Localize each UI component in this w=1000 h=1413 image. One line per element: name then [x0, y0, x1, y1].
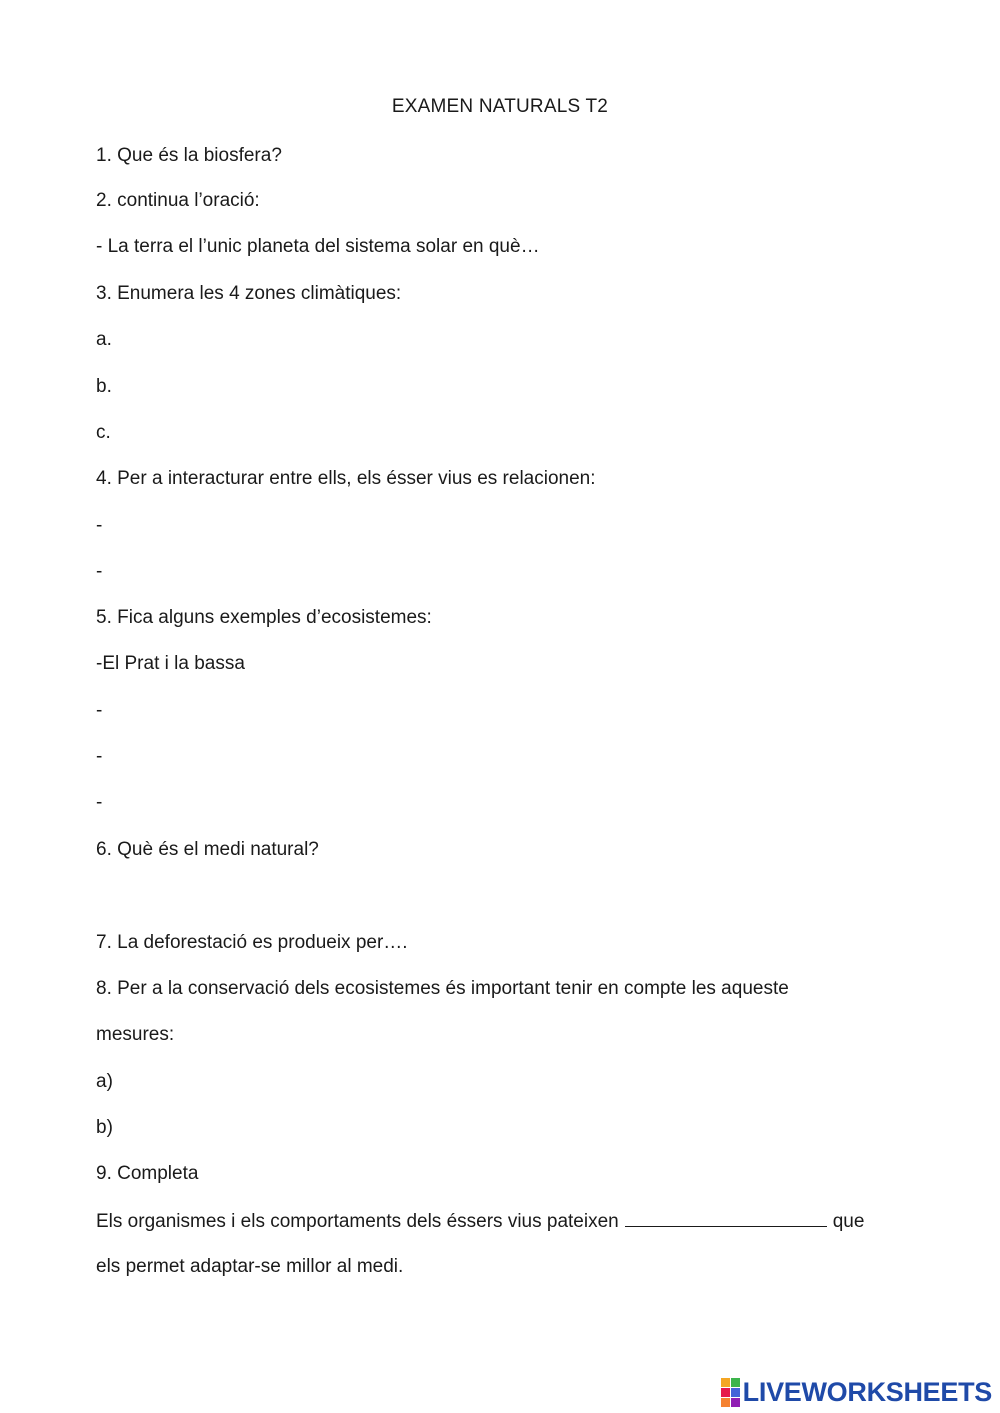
- answer-slot-8a: a): [96, 1071, 113, 1092]
- question-1: 1. Que és la biosfera?: [96, 145, 282, 166]
- logo-square: [731, 1378, 740, 1387]
- logo-square: [721, 1378, 730, 1387]
- answer-slot-3a: a.: [96, 329, 112, 350]
- answer-slot-8b: b): [96, 1117, 113, 1138]
- question-4: 4. Per a interacturar entre ells, els ésser vius es relacionen:: [96, 468, 596, 489]
- question-9-sentence-line2: els permet adaptar-se millor al medi.: [96, 1256, 404, 1277]
- logo-wordmark: LIVEWORKSHEETS: [742, 1376, 992, 1407]
- answer-slot-4-1: -: [96, 515, 103, 536]
- answer-slot-5-3: -: [96, 792, 103, 813]
- answer-slot-3b: b.: [96, 376, 112, 397]
- question-6: 6. Què és el medi natural?: [96, 839, 319, 860]
- question-7: 7. La deforestació es produeix per….: [96, 932, 408, 953]
- logo-square: [721, 1388, 730, 1397]
- question-3: 3. Enumera les 4 zones climàtiques:: [96, 283, 402, 304]
- answer-slot-4-2: -: [96, 561, 103, 582]
- answer-slot-5-2: -: [96, 746, 103, 767]
- question-9-sentence: [96, 1210, 864, 1233]
- question-9-sentence-end: que: [832, 1211, 865, 1232]
- logo-square: [721, 1398, 730, 1407]
- fill-in-blank[interactable]: [625, 1210, 827, 1227]
- question-5: 5. Fica alguns exemples d’ecosistemes:: [96, 607, 432, 628]
- example-5-given: -El Prat i la bassa: [96, 653, 245, 674]
- answer-slot-3c: c.: [96, 422, 111, 443]
- logo-square: [731, 1388, 740, 1397]
- question-9-sentence-start: Els organismes i els comportaments dels éssers vius pateixen: [96, 1211, 619, 1232]
- liveworksheets-mark-icon: [721, 1378, 740, 1407]
- answer-slot-5-1: -: [96, 700, 103, 721]
- logo-square: [731, 1398, 740, 1407]
- liveworksheets-logo: [721, 1377, 992, 1407]
- exam-title: EXAMEN NATURALS T2: [391, 96, 609, 117]
- question-9: 9. Completa: [96, 1163, 199, 1184]
- question-2-prompt: - La terra el l’unic planeta del sistema solar en què…: [96, 236, 540, 257]
- question-2: 2. continua l’oració:: [96, 190, 260, 211]
- question-8-continued: mesures:: [96, 1024, 175, 1045]
- question-8: 8. Per a la conservació dels ecosistemes és important tenir en compte les aqueste: [96, 978, 789, 999]
